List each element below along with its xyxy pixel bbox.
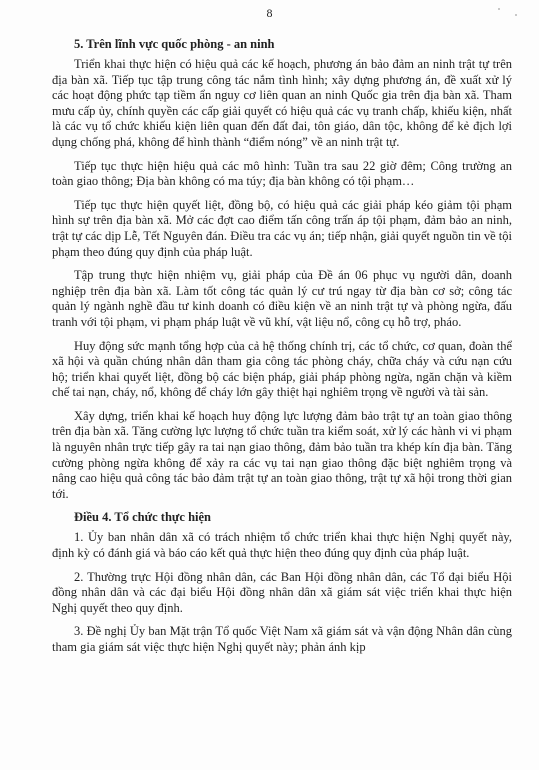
article-heading-implementation: Điều 4. Tổ chức thực hiện — [74, 510, 211, 525]
paragraph: Tiếp tục thực hiện quyết liệt, đồng bộ, có hiệu quả các giải pháp kéo giảm tội phạm hình sự trên địa bàn xã. Mở các đợt cao điểm tấn công trấn áp tội phạm, đảm bảo an ninh, trật tự các dịp Lễ, Tết Nguyên đán. Điều tra các vụ án; tiếp nhận, giải quyết nguồn tin về tội phạm theo đúng quy định của pháp luật. — [52, 197, 512, 259]
article-clause: 2. Thường trực Hội đồng nhân dân, các Ban Hội đồng nhân dân, các Tổ đại biểu Hội đồng nhân dân và các đại biểu Hội đồng nhân dân xã giám sát việc triển khai thực hiện Nghị quyết theo quy định. — [52, 569, 512, 615]
article-clause: 1. Ủy ban nhân dân xã có trách nhiệm tổ chức triển khai thực hiện Nghị quyết này, định kỳ có đánh giá và báo cáo kết quả thực hiện theo đúng quy định của pháp luật. — [52, 530, 512, 561]
paragraph: Tiếp tục thực hiện hiệu quả các mô hình: Tuần tra sau 22 giờ đêm; Công trường an toàn giao thông; Địa bàn không có ma túy; địa bàn không có tội phạm… — [52, 158, 512, 189]
article-clause: 3. Đề nghị Ủy ban Mặt trận Tổ quốc Việt Nam xã giám sát và vận động Nhân dân cùng tham gia giám sát việc thực hiện Nghị quyết này; phản ánh kịp — [52, 624, 512, 654]
document-body — [52, 36, 512, 664]
section-heading-defense-security: 5. Trên lĩnh vực quốc phòng - an ninh — [74, 37, 275, 51]
scan-speck — [515, 14, 517, 16]
paragraph: Xây dựng, triển khai kế hoạch huy động lực lượng đảm bảo trật tự an toàn giao thông trên địa bàn xã. Tăng cường lực lượng tổ chức tuần tra kiểm soát, xử lý các hành vi vi phạm là nguyên nhân trực tiếp gây ra tai nạn giao thông, đảm bảo tuần tra khép kín địa bàn. Tăng cường phòng ngừa không để xảy ra các vụ tai nạn giao thông đặc biệt nghiêm trọng và nâng cao hiệu quả công tác bảo đảm trật tự an toàn giao thông, trật tự xã hội trong thời gian tới. — [52, 408, 512, 501]
paragraph: Tập trung thực hiện nhiệm vụ, giải pháp của Đề án 06 phục vụ người dân, doanh nghiệp trên địa bàn xã. Làm tốt công tác quản lý cư trú ngay từ địa bàn cơ sở; công tác quản lý ngành nghề đầu tư kinh doanh có điều kiện về an ninh trật tự và phòng ngừa, đấu tranh với tội phạm, vi phạm pháp luật về vũ khí, vật liệu nổ, công cụ hỗ trợ, pháo. — [52, 268, 512, 329]
scan-speck — [498, 8, 500, 10]
page-number: 8 — [266, 6, 273, 20]
paragraph: Huy động sức mạnh tổng hợp của cả hệ thống chính trị, các tổ chức, cơ quan, đoàn thể xã hội và quần chúng nhân dân tham gia công tác phòng cháy, chữa cháy và cứu nạn cứu hộ; triển khai quyết liệt, đồng bộ các biện pháp, giải pháp phòng ngừa, ngăn chặn và kiềm chế tai nạn, cháy, nổ, không để cháy lớn gây thiệt hại nghiêm trọng về người và tài sản. — [52, 338, 512, 400]
paragraph: Triển khai thực hiện có hiệu quả các kế hoạch, phương án bảo đảm an ninh trật tự trên địa bàn xã. Tiếp tục tập trung công tác nắm tình hình; xây dựng phương án, đề xuất xử lý các hoạt động phức tạp tiềm ẩn nguy cơ liên quan an ninh Quốc gia trên địa bàn xã. Tham mưu cấp ủy, chính quyền các cấp giải quyết có hiệu quả các vụ tranh chấp, khiếu kiện, nhất là các vụ tổ chức khiếu kiện liên quan đến đất đai, tôn giáo, dân tộc, không để kẻ địch lợi dụng chống phá, không để hình thành “điểm nóng” về an ninh trật tự. — [52, 57, 512, 149]
